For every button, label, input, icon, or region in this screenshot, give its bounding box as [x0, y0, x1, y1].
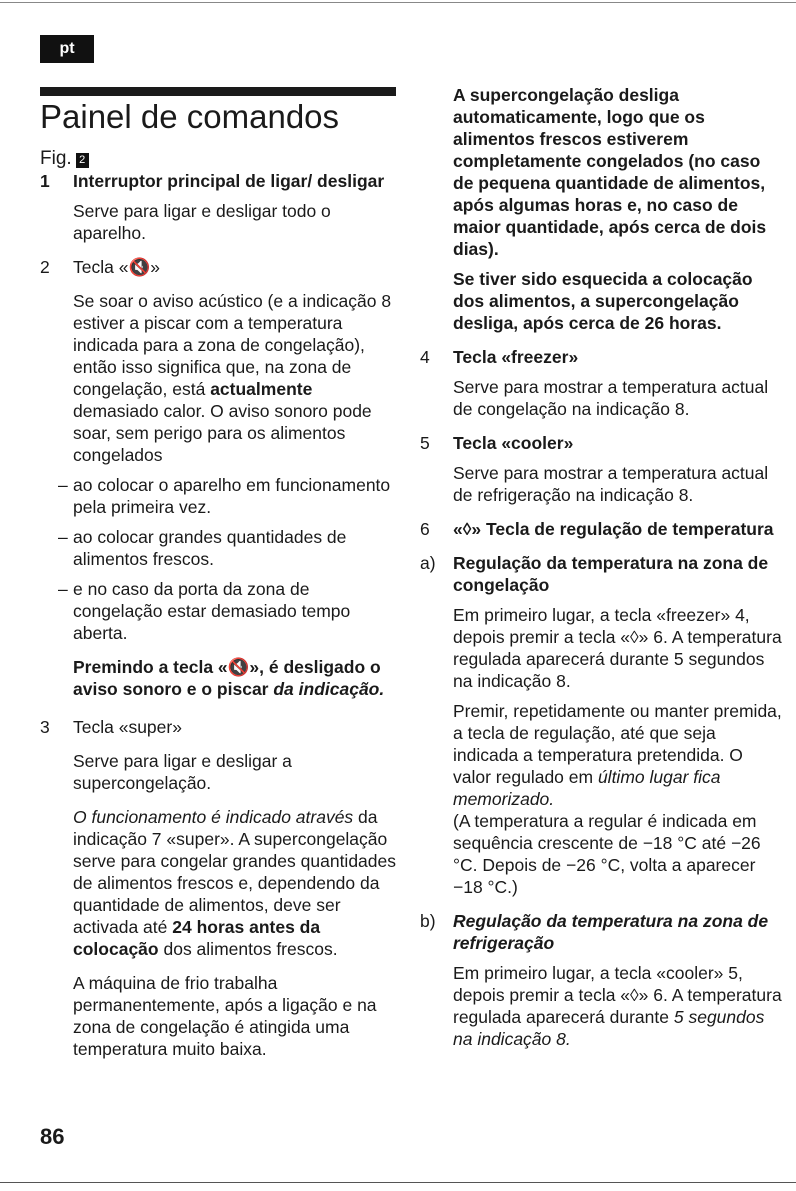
- item-text-end: demasiado calor. O aviso sonoro pode soar, sem perigo para os alimentos congelados: [73, 401, 372, 465]
- item-text: Serve para ligar e desligar a supercongelação.: [73, 751, 292, 793]
- para-text: da indicação 7 «super». A supercongelação serve para congelar grandes quantidades de alimentos frescos e, dependendo da quantidade de alimentos, deve ser activada até: [73, 807, 396, 937]
- item-text-2: [453, 700, 782, 810]
- text-italic: último lugar fica memorizado.: [453, 767, 721, 809]
- text-start: Premir, repetidamente ou manter premida, a tecla de regulação, até que seja indicada a temperatura pretendida. O valor regulado em: [453, 701, 782, 787]
- item-4: [420, 346, 782, 420]
- intro-paragraph-1: A supercongelação desliga automaticamente, logo que os alimentos frescos estiverem completamente congelados (no caso de pequena quantidade de alimentos, após algumas horas e, no caso de maior quantidade, após cerca de dois dias).: [453, 85, 767, 259]
- item-text-emphasis: actualmente: [210, 379, 313, 399]
- language-badge: pt: [40, 35, 94, 63]
- top-border: [0, 2, 796, 3]
- item-heading: Regulação da temperatura na zona de refrigeração: [453, 911, 769, 953]
- right-column: [420, 84, 782, 1050]
- item-heading: Tecla «cooler»: [453, 433, 574, 453]
- para-end: dos alimentos frescos.: [163, 939, 338, 959]
- item-number: 2: [40, 257, 50, 277]
- title-rule: [40, 87, 396, 96]
- bullet-2: [40, 526, 400, 570]
- para-italic: O funcionamento é indicado através: [73, 807, 354, 827]
- figure-number-box: 2: [76, 153, 89, 168]
- note-text-start: Premindo a tecla «🔇», é desligado o aviso sonoro e o piscar: [73, 657, 381, 699]
- item-a: [420, 552, 782, 898]
- item-number: b): [420, 911, 436, 931]
- page-title: Painel de comandos: [40, 98, 340, 135]
- bullet-text: e no caso da porta da zona de congelação estar demasiado tempo aberta.: [73, 579, 351, 643]
- page-number: 86: [40, 1124, 65, 1149]
- item-text: Serve para mostrar a temperatura actual de refrigeração na indicação 8.: [453, 463, 769, 505]
- item-text: Serve para mostrar a temperatura actual de congelação na indicação 8.: [453, 377, 769, 419]
- note-text: [73, 656, 400, 700]
- item-5: [420, 432, 782, 506]
- note-text-italic: da indicação.: [273, 679, 385, 699]
- bottom-border: [0, 1182, 796, 1183]
- item-heading: Tecla «super»: [73, 717, 182, 737]
- item-heading: «◊» Tecla de regulação de temperatura: [453, 519, 774, 539]
- item-text: [73, 290, 400, 466]
- left-column: [40, 170, 400, 1060]
- item-number: 4: [420, 347, 430, 367]
- item-text-start: Se soar o aviso acústico (e a indicação 8 estiver a piscar com a temperatura indicada para a zona de congelação), então isso significa que, na zona de congelação, está: [73, 291, 392, 399]
- item-3: [40, 716, 400, 1060]
- item-number: 1: [40, 171, 50, 191]
- item-number: 5: [420, 433, 430, 453]
- item-2: [40, 256, 400, 466]
- item-2-note: [40, 656, 400, 700]
- item-paragraph-2: [73, 806, 400, 960]
- item-number: 6: [420, 519, 430, 539]
- figure-label: Fig.: [40, 148, 72, 169]
- bullet-text: ao colocar grandes quantidades de alimentos frescos.: [73, 527, 347, 569]
- item-number: a): [420, 553, 436, 573]
- item-heading: Regulação da temperatura na zona de congelação: [453, 553, 769, 595]
- text-italic: 5 segundos na indicação 8.: [453, 1007, 765, 1049]
- para-bold: 24 horas antes da colocação: [73, 917, 321, 959]
- item-heading: Tecla «freezer»: [453, 347, 579, 367]
- text-start: Em primeiro lugar, a tecla «cooler» 5, depois premir a tecla «◊» 6. A temperatura regulada aparecerá durante: [453, 963, 782, 1027]
- bullet-1: [40, 474, 400, 518]
- bullet-3: [40, 578, 400, 644]
- intro-paragraph-2: Se tiver sido esquecida a colocação dos alimentos, a supercongelação desliga, após cerca de 26 horas.: [453, 269, 753, 333]
- item-1: [40, 170, 400, 244]
- bullet-text: ao colocar o aparelho em funcionamento pela primeira vez.: [73, 475, 391, 517]
- figure-reference: [40, 148, 89, 170]
- item-text: Em primeiro lugar, a tecla «freezer» 4, depois premir a tecla «◊» 6. A temperatura regulada aparecerá durante 5 segundos na indicação 8.: [453, 605, 782, 691]
- item-text: [453, 962, 782, 1050]
- item-text: Serve para ligar e desligar todo o aparelho.: [73, 201, 331, 243]
- intro: [420, 84, 782, 334]
- item-paragraph-3: A máquina de frio trabalha permanentemente, após a ligação e na zona de congelação é atingida uma temperatura muito baixa.: [73, 973, 377, 1059]
- item-b: [420, 910, 782, 1050]
- item-heading: Interruptor principal de ligar/ desligar: [73, 171, 385, 191]
- item-6: [420, 518, 782, 540]
- item-number: 3: [40, 717, 50, 737]
- item-text-3: (A temperatura a regular é indicada em sequência crescente de −18 °C até −26 °C. Depois de −26 °C, volta a aparecer −18 °C.): [453, 811, 761, 897]
- item-heading: Tecla «🔇»: [73, 257, 160, 277]
